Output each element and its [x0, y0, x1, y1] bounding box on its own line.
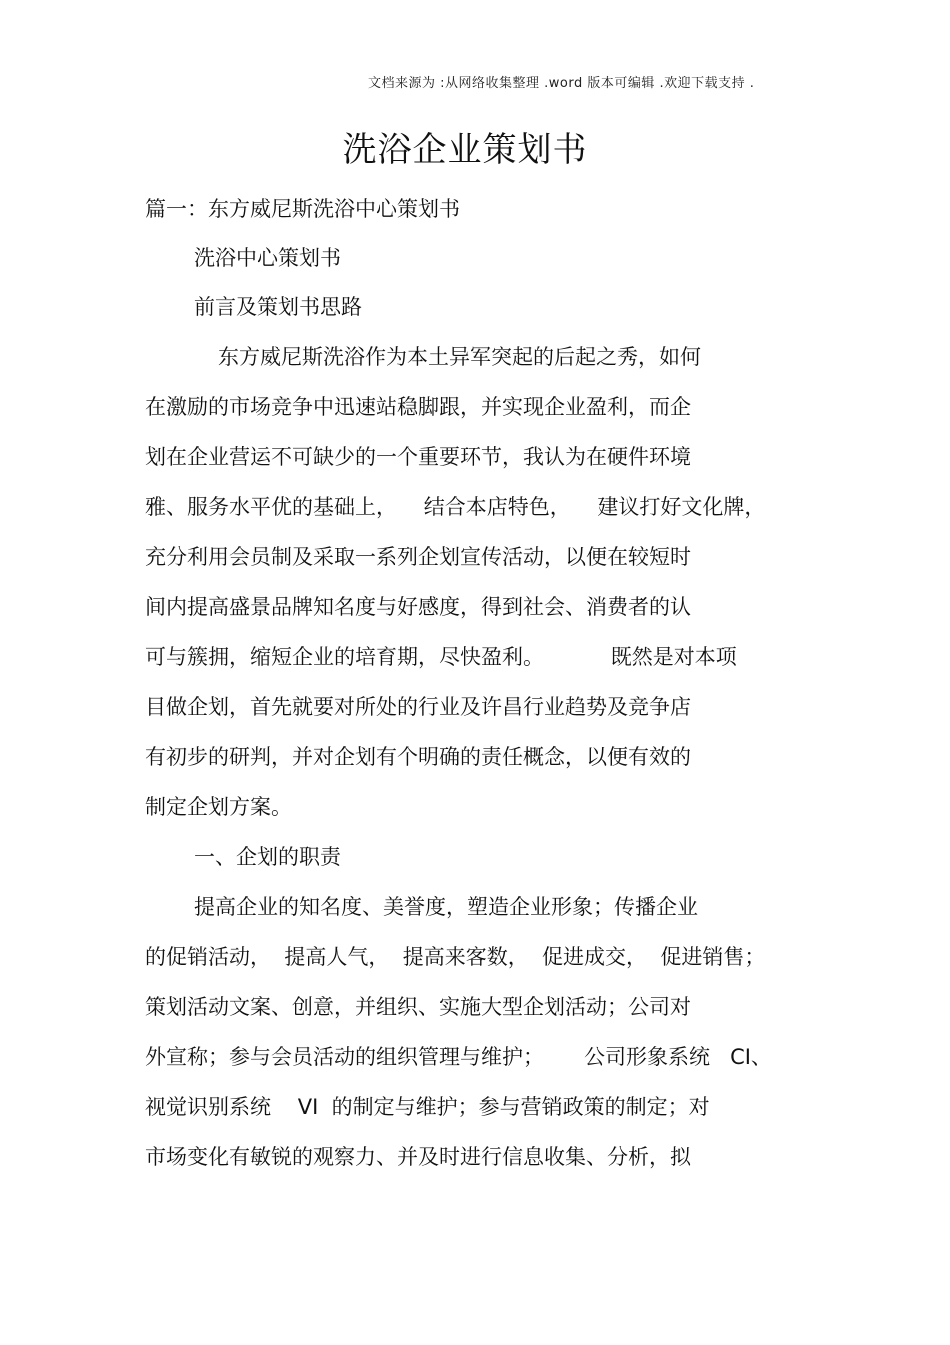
paragraph-line: 的促销活动， 提高人气， 提高来客数， 促进成交， 促进销售；	[145, 945, 766, 969]
paragraph-line: 在激励的市场竞争中迅速站稳脚跟，并实现企业盈利，而企	[145, 395, 691, 419]
section-heading: 篇一：东方威尼斯洗浴中心策划书	[145, 197, 460, 221]
paragraph-line: 充分利用会员制及采取一系列企划宣传活动，以便在较短时	[145, 545, 691, 569]
subheading: 前言及策划书思路	[194, 295, 362, 319]
document-title: 洗浴企业策划书	[342, 130, 588, 170]
paragraph-line: 东方威尼斯洗浴作为本土异军突起的后起之秀，如何	[218, 345, 701, 369]
paragraph-line: 雅、服务水平优的基础上， 结合本店特色， 建议打好文化牌，	[145, 495, 766, 519]
paragraph-line: 有初步的研判，并对企划有个明确的责任概念，以便有效的	[145, 745, 691, 769]
paragraph-line: 目做企划，首先就要对所处的行业及许昌行业趋势及竞争店	[145, 695, 691, 719]
paragraph-line: 制定企划方案。	[145, 795, 292, 819]
subheading: 洗浴中心策划书	[194, 246, 341, 270]
paragraph-line: 间内提高盛景品牌知名度与好感度，得到社会、消费者的认	[145, 595, 691, 619]
paragraph-line: 可与簇拥，缩短企业的培育期，尽快盈利。 既然是对本项	[145, 645, 737, 669]
subheading: 一、企划的职责	[194, 845, 341, 869]
header-note: 文档来源为 :从网络收集整理 .word 版本可编辑 .欢迎下载支持 .	[368, 76, 755, 91]
paragraph-line: 视觉识别系统 VI 的制定与维护；参与营销政策的制定；对	[145, 1095, 710, 1119]
paragraph-line: 策划活动文案、创意，并组织、实施大型企划活动；公司对	[145, 995, 691, 1019]
paragraph-line: 提高企业的知名度、美誉度，塑造企业形象；传播企业	[194, 895, 698, 919]
paragraph-line: 市场变化有敏锐的观察力、并及时进行信息收集、分析，拟	[145, 1145, 691, 1169]
paragraph-line: 划在企业营运不可缺少的一个重要环节，我认为在硬件环境	[145, 445, 691, 469]
paragraph-line: 外宣称；参与会员活动的组织管理与维护； 公司形象系统 CI、	[145, 1045, 772, 1069]
